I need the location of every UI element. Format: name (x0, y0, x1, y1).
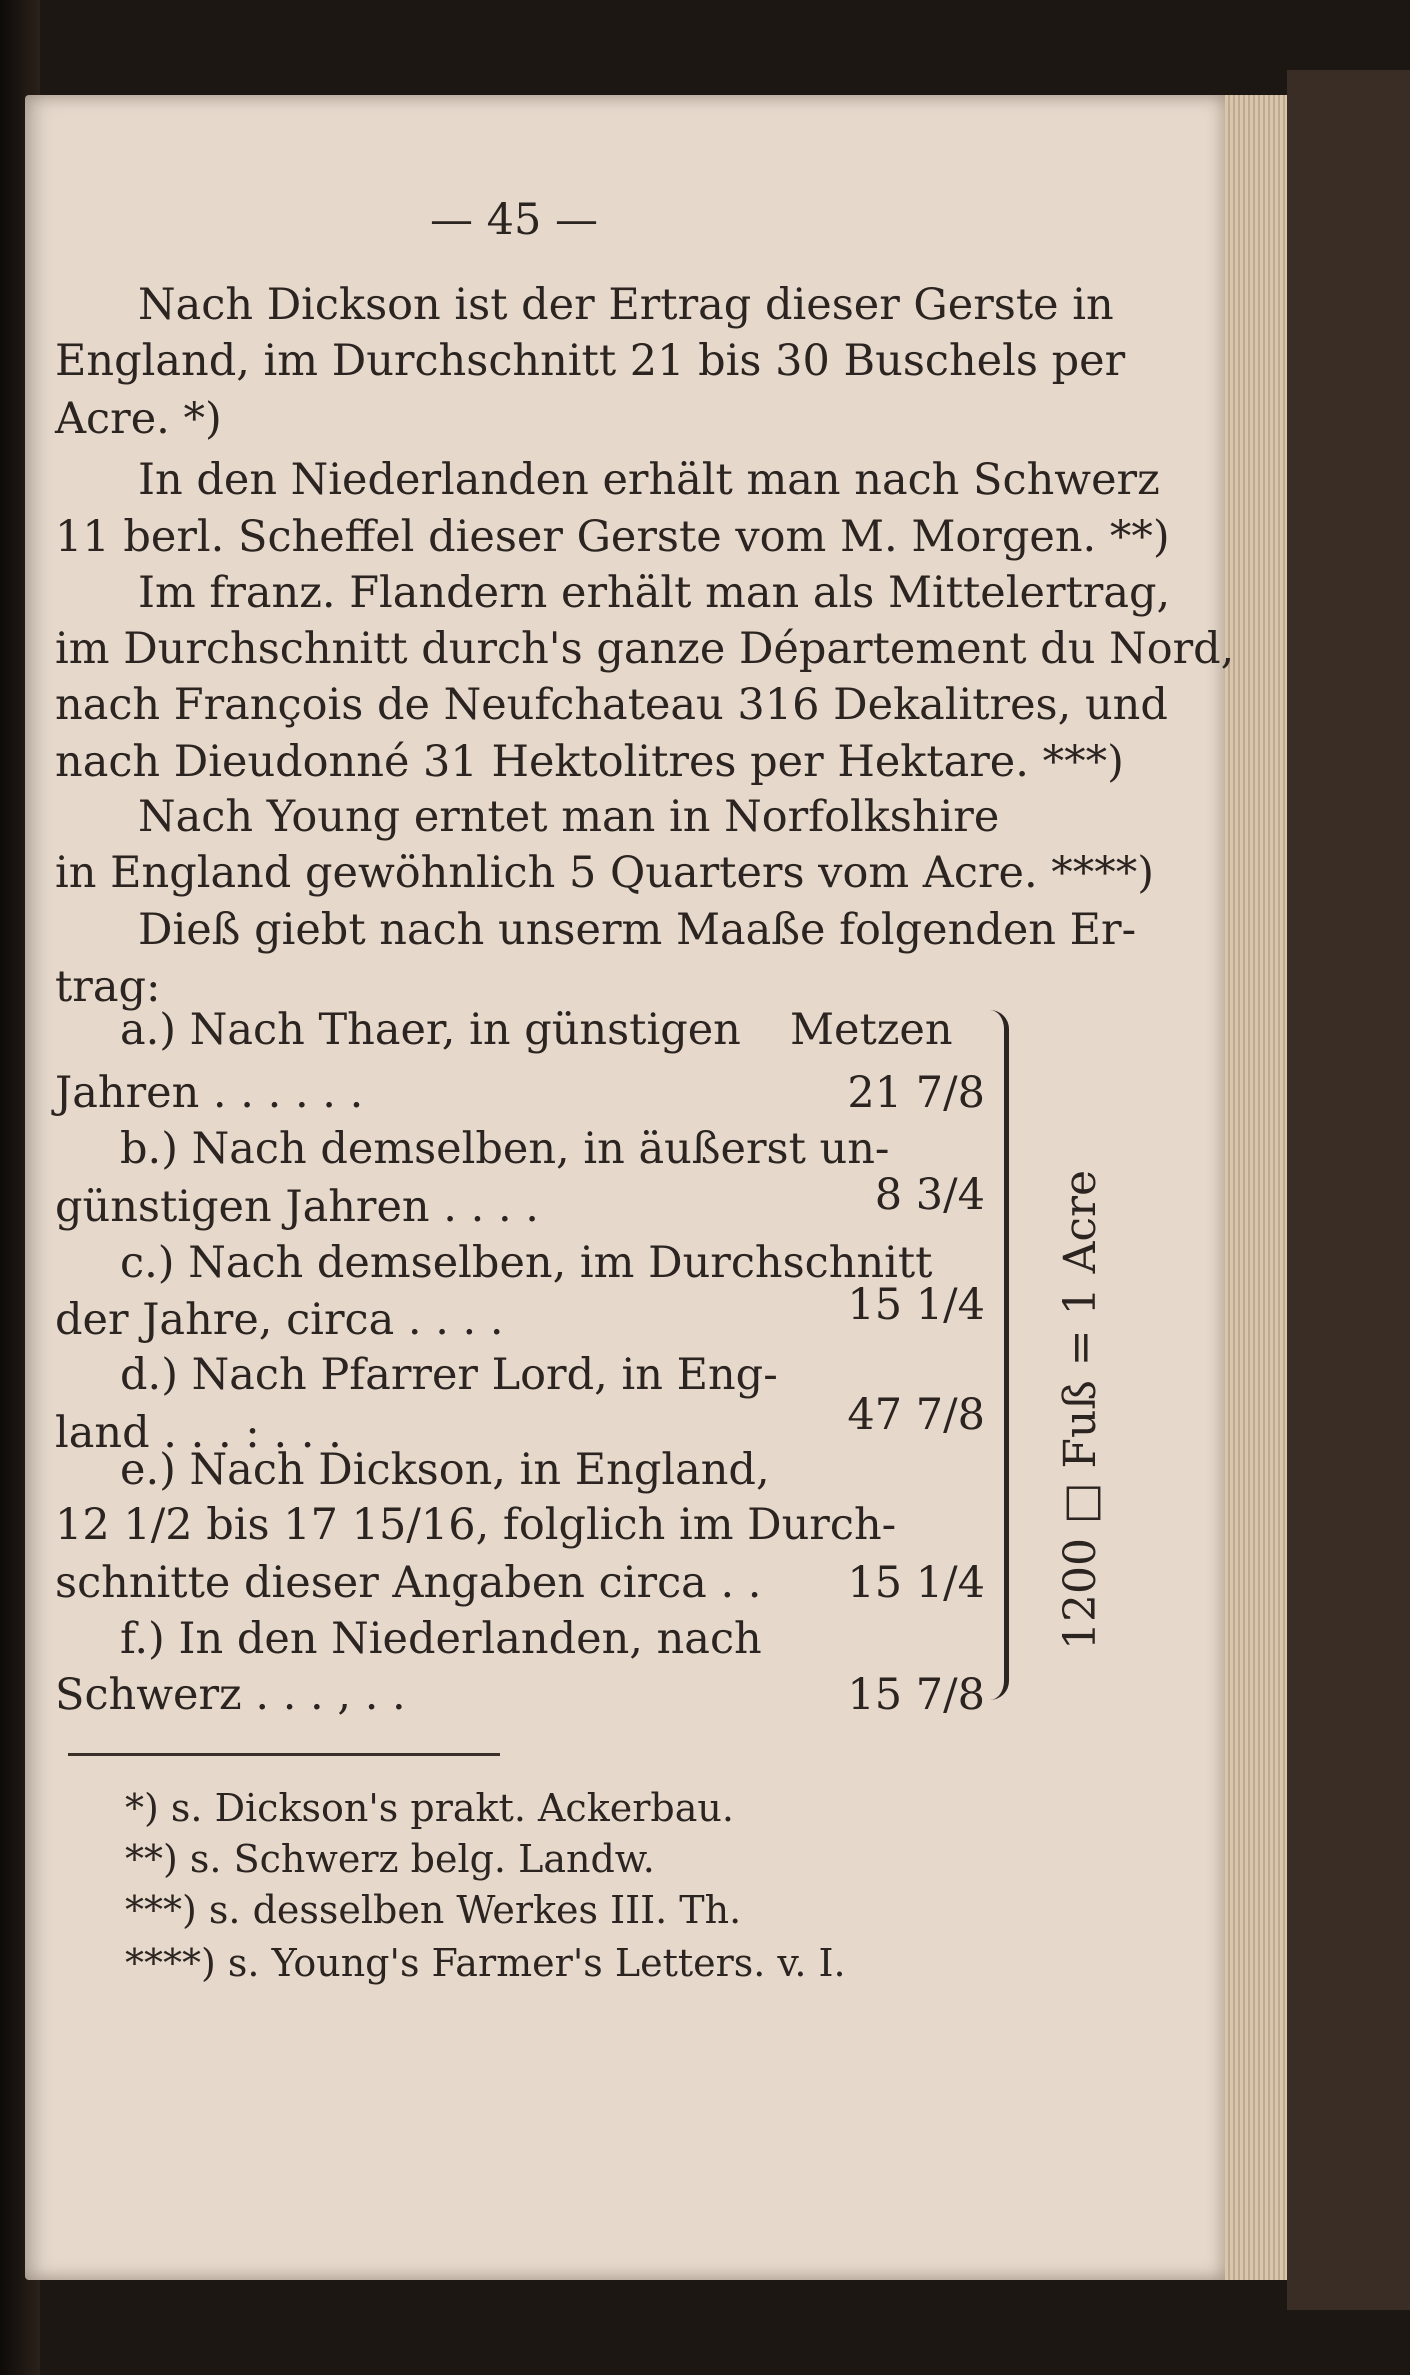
table-row-e-line3: schnitte dieser Angaben circa . . (55, 1558, 762, 1608)
table-row-b-line2: günstigen Jahren . . . . (55, 1182, 539, 1232)
text-line-1: Nach Dickson ist der Ertrag dieser Gerste in (138, 280, 1114, 330)
table-row-f-value: 15 7/8 (847, 1670, 985, 1720)
table-row-c-line1: c.) Nach demselben, im Durchschnitt (120, 1238, 933, 1288)
footnote-2: **) s. Schwerz belg. Landw. (125, 1837, 655, 1881)
text-line-10: Nach Young erntet man in Norfolkshire (138, 792, 1000, 842)
text-line-2: England, im Durchschnitt 21 bis 30 Buschels per (55, 336, 1126, 386)
table-row-a-value: 21 7/8 (847, 1068, 985, 1118)
table-row-b-line1: b.) Nach demselben, in äußerst un- (120, 1124, 890, 1174)
table-row-a-line1: a.) Nach Thaer, in günstigen (120, 1005, 741, 1055)
footnote-1: *) s. Dickson's prakt. Ackerbau. (125, 1786, 734, 1830)
table-row-f-line1: f.) In den Niederlanden, nach (120, 1614, 762, 1664)
footnote-3: ***) s. desselben Werkes III. Th. (125, 1888, 742, 1932)
table-row-e-line1: e.) Nach Dickson, in England, (120, 1445, 770, 1495)
table-row-c-value: 15 1/4 (847, 1280, 985, 1330)
text-line-11: in England gewöhnlich 5 Quarters vom Acre. ****) (55, 848, 1155, 898)
table-header: Metzen (790, 1005, 953, 1055)
text-line-5: 11 berl. Scheffel dieser Gerste vom M. Morgen. **) (55, 512, 1170, 562)
table-row-d-line2: land . . . : . . . (55, 1408, 342, 1458)
text-line-6: Im franz. Flandern erhält man als Mittelertrag, (138, 568, 1171, 618)
text-line-9: nach Dieudonné 31 Hektolitres per Hektare. ***) (55, 737, 1124, 787)
footnote-rule (68, 1753, 500, 1756)
page-number: — 45 — (430, 195, 599, 245)
text-line-4: In den Niederlanden erhält man nach Schwerz (138, 455, 1160, 505)
book-cover (1287, 70, 1410, 2310)
footnote-4: ****) s. Young's Farmer's Letters. v. I. (125, 1941, 846, 1985)
table-row-c-line2: der Jahre, circa . . . . (55, 1295, 504, 1345)
text-line-12: Dieß giebt nach unserm Maaße folgenden Er- (138, 905, 1137, 955)
table-row-d-value: 47 7/8 (847, 1390, 985, 1440)
table-row-f-line2: Schwerz . . . , . . (55, 1670, 406, 1720)
page-edges (1225, 95, 1287, 2280)
side-note: 1200 □ Fuß = 1 Acre (1055, 1169, 1106, 1650)
text-line-13: trag: (55, 962, 161, 1012)
text-line-8: nach François de Neufchateau 316 Dekalitres, und (55, 680, 1168, 730)
table-row-e-line2: 12 1/2 bis 17 15/16, folglich im Durch- (55, 1500, 897, 1550)
table-row-a-line2: Jahren . . . . . . (55, 1068, 364, 1118)
table-row-e-value: 15 1/4 (847, 1558, 985, 1608)
table-row-d-line1: d.) Nach Pfarrer Lord, in Eng- (120, 1350, 778, 1400)
text-line-7: im Durchschnitt durch's ganze Département du Nord, (55, 624, 1235, 674)
table-row-b-value: 8 3/4 (874, 1170, 985, 1220)
text-line-3: Acre. *) (55, 394, 222, 444)
